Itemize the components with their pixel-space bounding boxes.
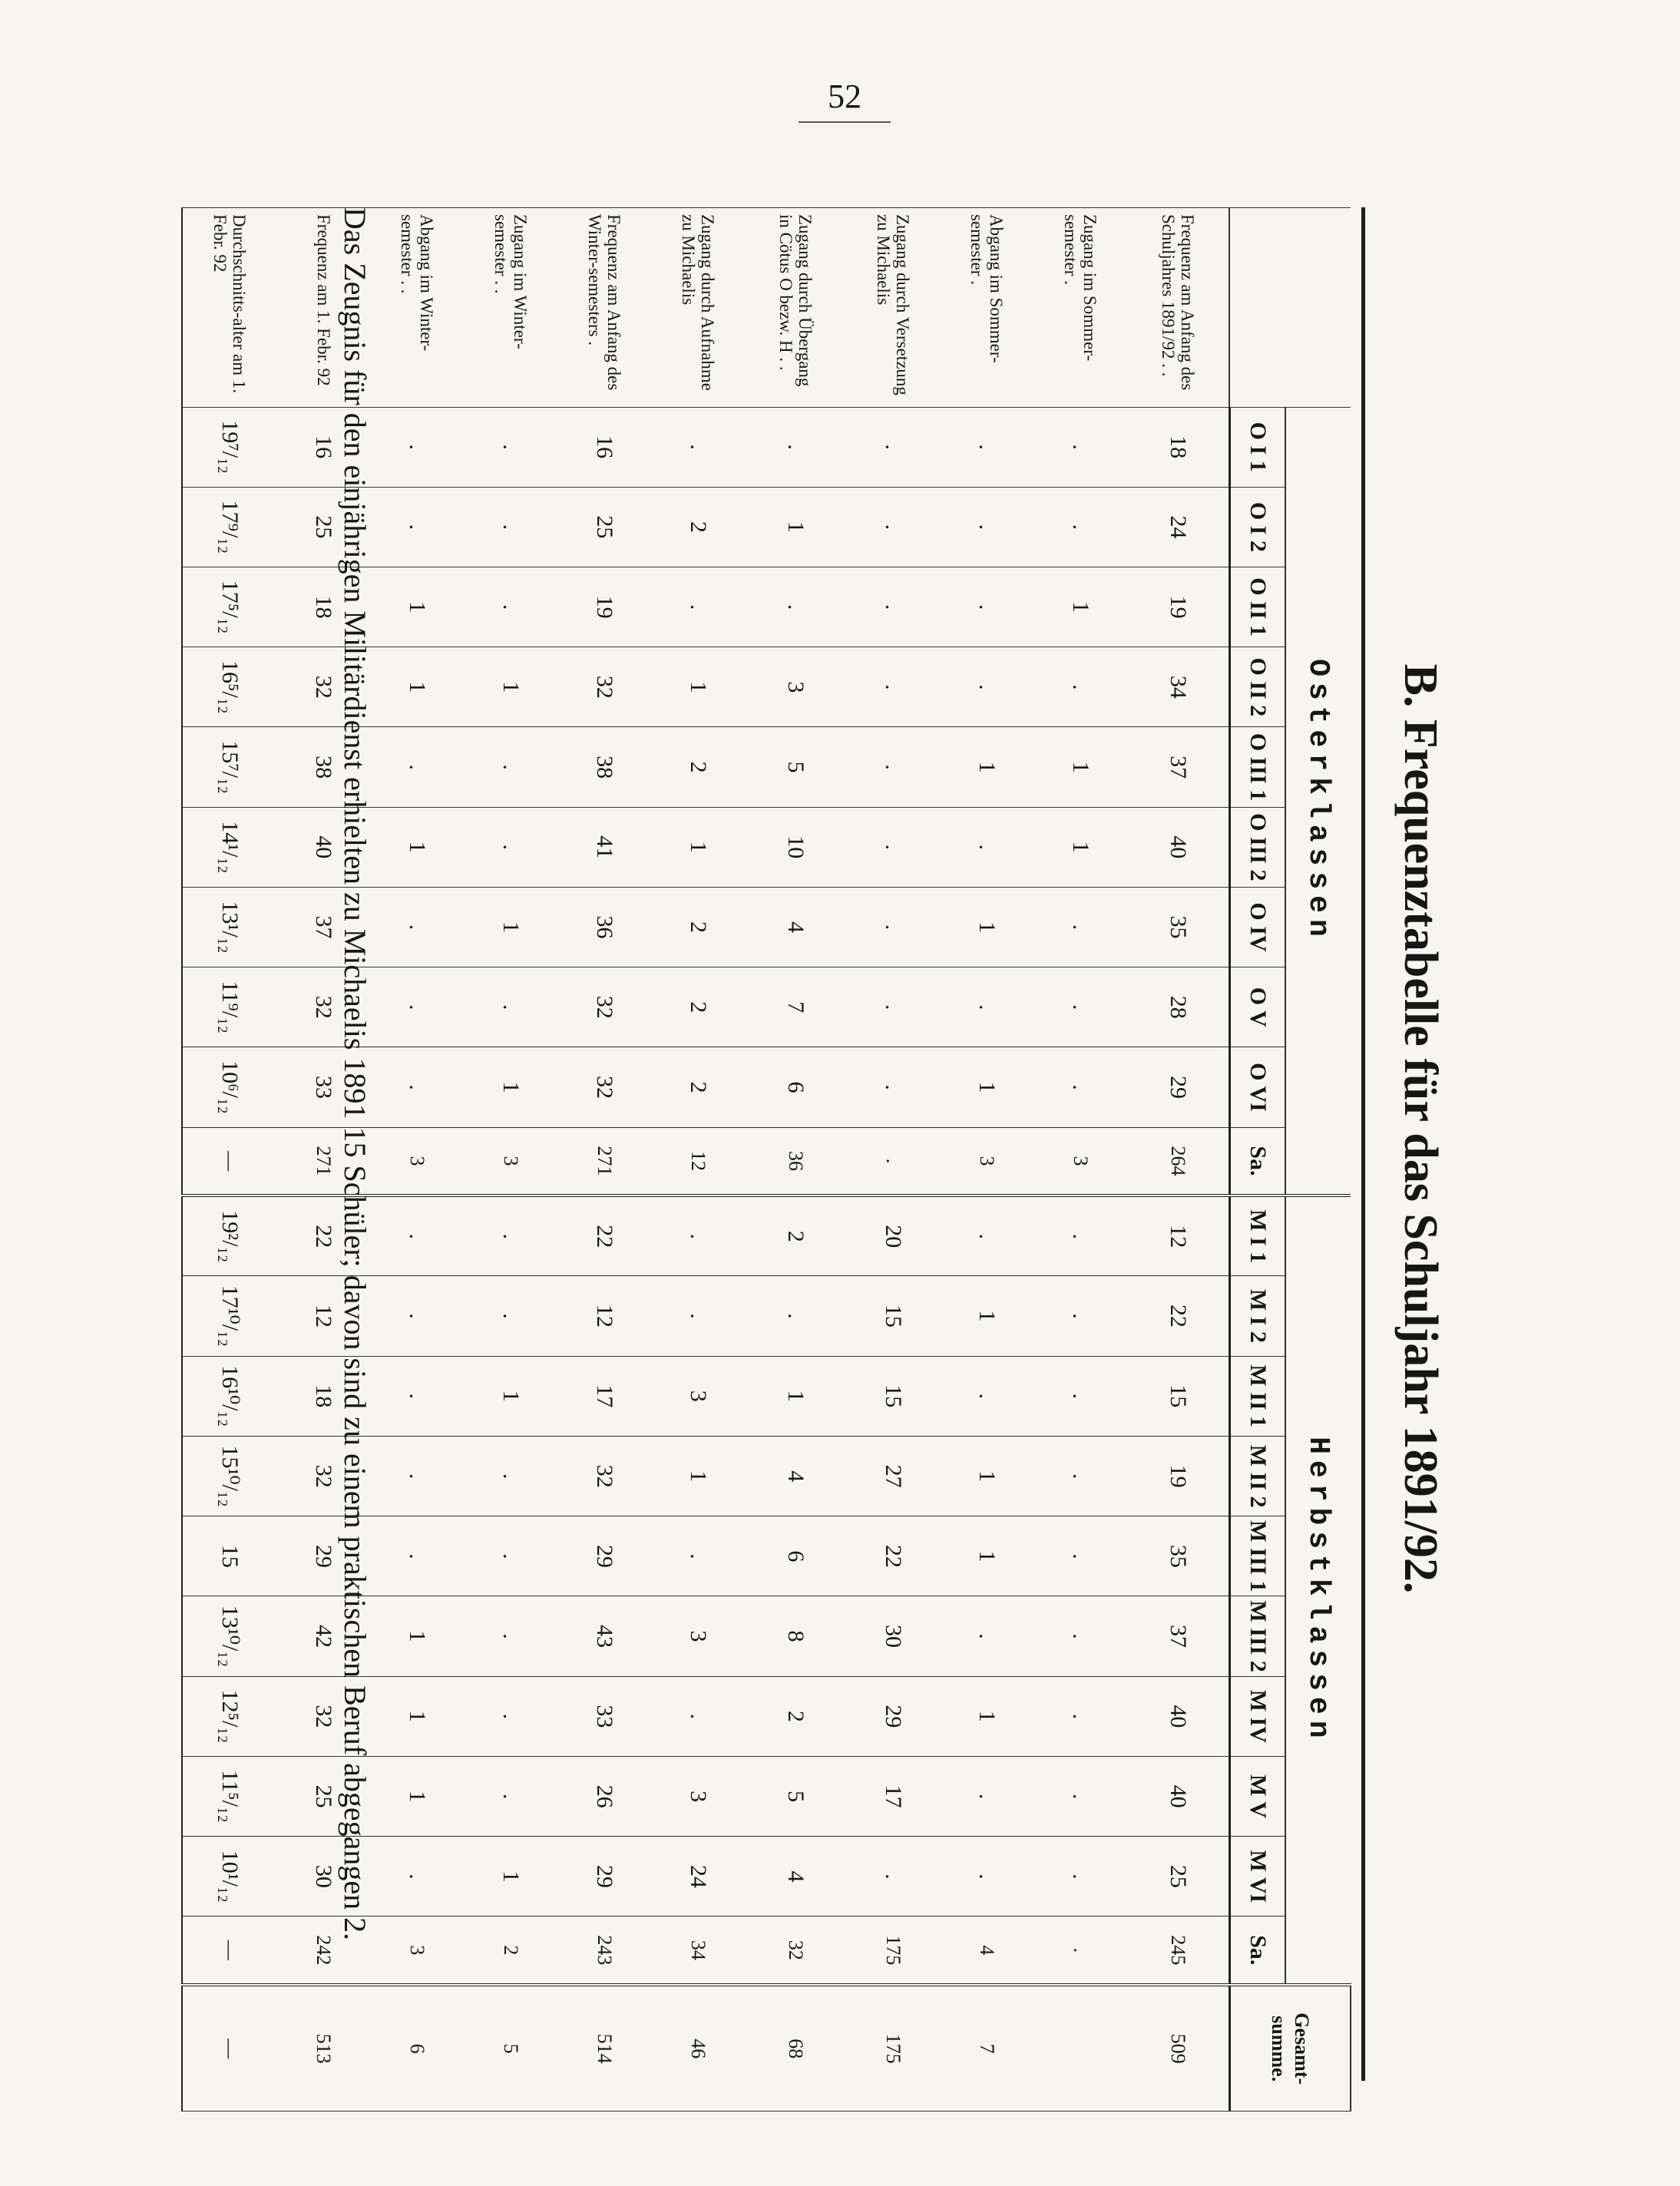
cell-oster-0: . [746, 407, 847, 487]
cell-oster-3: 32 [558, 647, 652, 727]
cell-oster-8: . [371, 1047, 465, 1127]
column-header-herbst-8: M VI [1230, 1837, 1286, 1916]
cell-herbst-6: 29 [847, 1676, 941, 1756]
cell-herbst-8: 4 [746, 1837, 847, 1916]
page-number: 52 [828, 78, 861, 115]
cell-oster-6: 13¹/₁₂ [183, 887, 277, 967]
cell-total [1034, 1985, 1128, 2111]
table-row [746, 208, 847, 2112]
cell-oster-2: 17⁵/₁₂ [183, 567, 277, 647]
cell-oster-6: 1 [465, 887, 558, 967]
cell-oster-2: 1 [371, 567, 465, 647]
cell-herbst-5: . [465, 1596, 558, 1676]
cell-oster-1: 2 [652, 487, 746, 567]
cell-herbst-6: 1 [371, 1676, 465, 1756]
cell-herbst-7: 40 [1128, 1756, 1230, 1836]
cell-herbst-7: 26 [558, 1756, 652, 1836]
table-row [371, 208, 465, 2112]
cell-oster-6: 36 [558, 887, 652, 967]
table-title: B. Frequenztabelle für das Schuljahr 1891/92. [1394, 663, 1447, 1594]
cell-oster-2: . [465, 567, 558, 647]
cell-herbst-4: 6 [746, 1516, 847, 1596]
column-header-oster-2: O II 1 [1230, 567, 1286, 647]
cell-total: 7 [941, 1985, 1034, 2111]
row-label: Durchschnitts-alter am 1. Febr. 92 [183, 208, 277, 408]
cell-oster-5: 10 [746, 807, 847, 887]
cell-oster-5: 40 [1128, 807, 1230, 887]
cell-herbst-5: 3 [652, 1596, 746, 1676]
cell-oster-7: 28 [1128, 967, 1230, 1047]
cell-oster-6: . [371, 887, 465, 967]
cell-oster-0: 19⁷/₁₂ [183, 407, 277, 487]
cell-herbst-1: . [746, 1276, 847, 1356]
cell-herbst-2: . [941, 1356, 1034, 1436]
table-row [558, 208, 652, 2112]
table-row [465, 208, 558, 2112]
cell-herbst-8: 24 [652, 1837, 746, 1916]
cell-oster-3: 16⁵/₁₂ [183, 647, 277, 727]
cell-total: 509 [1128, 1985, 1230, 2111]
cell-herbst-3: 27 [847, 1436, 941, 1516]
cell-oster-5: 14¹/₁₂ [183, 807, 277, 887]
cell-oster-9: 3 [371, 1127, 465, 1196]
cell-total: 513 [277, 1985, 371, 2111]
cell-oster-2: . [652, 567, 746, 647]
cell-herbst-7: . [465, 1756, 558, 1836]
cell-herbst-9: 32 [746, 1916, 847, 1985]
cell-herbst-7: 1 [371, 1756, 465, 1836]
row-label: Frequenz am Anfang des Schuljahres 1891/92 . . [1128, 208, 1230, 408]
column-header-oster-3: O II 2 [1230, 647, 1286, 727]
cell-oster-9: 36 [746, 1127, 847, 1196]
cell-total: 5 [465, 1985, 558, 2111]
cell-herbst-1: 17¹⁰/₁₂ [183, 1276, 277, 1356]
cell-herbst-9: 3 [371, 1916, 465, 1985]
cell-herbst-9: 242 [277, 1916, 371, 1985]
cell-oster-6: . [847, 887, 941, 967]
cell-herbst-9: 34 [652, 1916, 746, 1985]
cell-oster-0: . [941, 407, 1034, 487]
cell-herbst-2: 3 [652, 1356, 746, 1436]
column-header-oster-0: O I 1 [1230, 407, 1286, 487]
cell-herbst-9: 243 [558, 1916, 652, 1985]
column-header-oster-1: O I 2 [1230, 487, 1286, 567]
cell-oster-8: . [847, 1047, 941, 1127]
cell-oster-7: . [371, 967, 465, 1047]
row-label-header [1230, 208, 1351, 408]
cell-oster-3: 1 [465, 647, 558, 727]
cell-herbst-6: 32 [277, 1676, 371, 1756]
cell-herbst-0: 20 [847, 1196, 941, 1275]
cell-herbst-3: 15¹⁰/₁₂ [183, 1436, 277, 1516]
group-osterklassen: Osterklassen [1285, 407, 1351, 1196]
cell-oster-5: . [941, 807, 1034, 887]
cell-oster-3: 1 [371, 647, 465, 727]
cell-herbst-7: 17 [847, 1756, 941, 1836]
cell-oster-8: 2 [652, 1047, 746, 1127]
cell-oster-1: 1 [746, 487, 847, 567]
cell-total: 46 [652, 1985, 746, 2111]
cell-herbst-3: 19 [1128, 1436, 1230, 1516]
cell-herbst-6: . [465, 1676, 558, 1756]
cell-oster-7: . [465, 967, 558, 1047]
cell-herbst-2: 16¹⁰/₁₂ [183, 1356, 277, 1436]
cell-oster-9: — [183, 1127, 277, 1196]
cell-oster-0: 18 [1128, 407, 1230, 487]
cell-oster-1: . [465, 487, 558, 567]
cell-oster-6: 2 [652, 887, 746, 967]
column-header-herbst-0: M I 1 [1230, 1196, 1286, 1275]
cell-oster-1: 25 [277, 487, 371, 567]
cell-herbst-3: 32 [558, 1436, 652, 1516]
cell-oster-5: 40 [277, 807, 371, 887]
cell-total: 514 [558, 1985, 652, 2111]
cell-herbst-5: 30 [847, 1596, 941, 1676]
rotated-table-block [210, 146, 1467, 2112]
cell-oster-2: 18 [277, 567, 371, 647]
column-header-oster-7: O V [1230, 967, 1286, 1047]
cell-oster-3: 32 [277, 647, 371, 727]
cell-herbst-1: 12 [277, 1276, 371, 1356]
row-label: Frequenz am Anfang des Winter-semesters . [558, 208, 652, 408]
cell-oster-2: . [746, 567, 847, 647]
cell-oster-8: 1 [465, 1047, 558, 1127]
cell-herbst-8: 1 [465, 1837, 558, 1916]
cell-oster-1: 25 [558, 487, 652, 567]
cell-oster-4: 37 [1128, 727, 1230, 807]
cell-herbst-8: . [1034, 1837, 1128, 1916]
cell-oster-3: . [941, 647, 1034, 727]
cell-herbst-5: 8 [746, 1596, 847, 1676]
cell-herbst-8: 10¹/₁₂ [183, 1837, 277, 1916]
cell-herbst-0: . [1034, 1196, 1128, 1275]
cell-oster-0: . [652, 407, 746, 487]
cell-herbst-1: . [652, 1276, 746, 1356]
cell-herbst-6: . [652, 1676, 746, 1756]
column-header-herbst-3: M II 2 [1230, 1436, 1286, 1516]
cell-herbst-7: 25 [277, 1756, 371, 1836]
cell-oster-7: 11⁹/₁₂ [183, 967, 277, 1047]
cell-herbst-2: . [371, 1356, 465, 1436]
cell-oster-1: 24 [1128, 487, 1230, 567]
cell-oster-7: 7 [746, 967, 847, 1047]
cell-oster-1: . [371, 487, 465, 567]
cell-oster-8: 6 [746, 1047, 847, 1127]
cell-herbst-8: 29 [558, 1837, 652, 1916]
column-header-herbst-4: M III 1 [1230, 1516, 1286, 1596]
cell-oster-0: 16 [558, 407, 652, 487]
cell-oster-9: . [847, 1127, 941, 1196]
cell-herbst-4: 29 [558, 1516, 652, 1596]
cell-herbst-2: . [1034, 1356, 1128, 1436]
cell-herbst-6: 40 [1128, 1676, 1230, 1756]
cell-herbst-1: 1 [941, 1276, 1034, 1356]
cell-oster-7: 32 [277, 967, 371, 1047]
cell-herbst-1: 22 [1128, 1276, 1230, 1356]
cell-oster-5: . [465, 807, 558, 887]
cell-herbst-3: 1 [941, 1436, 1034, 1516]
cell-oster-3: 34 [1128, 647, 1230, 727]
cell-herbst-8: . [371, 1837, 465, 1916]
column-header-herbst-9: Sa. [1230, 1916, 1286, 1985]
cell-oster-4: . [465, 727, 558, 807]
cell-oster-4: 38 [277, 727, 371, 807]
table-row [1034, 208, 1128, 2112]
cell-herbst-2: 18 [277, 1356, 371, 1436]
cell-herbst-4: . [465, 1516, 558, 1596]
cell-oster-9: 271 [277, 1127, 371, 1196]
cell-oster-5: 1 [371, 807, 465, 887]
column-header-herbst-7: M V [1230, 1756, 1286, 1836]
row-label: Zugang im Winter-semester . . [465, 208, 558, 408]
cell-herbst-2: 15 [847, 1356, 941, 1436]
cell-herbst-0: 2 [746, 1196, 847, 1275]
cell-oster-7: . [1034, 967, 1128, 1047]
cell-herbst-6: 33 [558, 1676, 652, 1756]
cell-oster-4: 1 [1034, 727, 1128, 807]
cell-oster-7: 32 [558, 967, 652, 1047]
cell-oster-5: 1 [1034, 807, 1128, 887]
table-row [652, 208, 746, 2112]
cell-herbst-7: 5 [746, 1756, 847, 1836]
cell-herbst-0: 12 [1128, 1196, 1230, 1275]
cell-herbst-4: 22 [847, 1516, 941, 1596]
cell-herbst-0: . [371, 1196, 465, 1275]
cell-herbst-9: 4 [941, 1916, 1034, 1985]
cell-oster-3: 1 [652, 647, 746, 727]
row-label: Zugang durch Übergang in Cötus O bezw. H . . [746, 208, 847, 408]
cell-herbst-4: . [652, 1516, 746, 1596]
column-header-herbst-6: M IV [1230, 1676, 1286, 1756]
cell-herbst-1: . [371, 1276, 465, 1356]
cell-herbst-6: 12⁵/₁₂ [183, 1676, 277, 1756]
cell-oster-7: . [847, 967, 941, 1047]
cell-oster-6: 35 [1128, 887, 1230, 967]
column-header-herbst-5: M III 2 [1230, 1596, 1286, 1676]
cell-herbst-4: . [371, 1516, 465, 1596]
row-label: Abgang im Winter-semester . . [371, 208, 465, 408]
cell-oster-8: 33 [277, 1047, 371, 1127]
cell-oster-5: 1 [652, 807, 746, 887]
cell-herbst-5: 43 [558, 1596, 652, 1676]
cell-herbst-5: 37 [1128, 1596, 1230, 1676]
column-header-herbst-2: M II 1 [1230, 1356, 1286, 1436]
cell-herbst-1: 15 [847, 1276, 941, 1356]
cell-oster-8: 1 [941, 1047, 1034, 1127]
cell-oster-9: 264 [1128, 1127, 1230, 1196]
cell-herbst-5: 42 [277, 1596, 371, 1676]
row-label: Zugang im Sommer-semester . [1034, 208, 1128, 408]
cell-oster-0: 16 [277, 407, 371, 487]
cell-herbst-9: 245 [1128, 1916, 1230, 1985]
cell-herbst-2: 1 [465, 1356, 558, 1436]
cell-herbst-3: 1 [652, 1436, 746, 1516]
cell-oster-3: . [1034, 647, 1128, 727]
cell-herbst-5: 1 [371, 1596, 465, 1676]
cell-herbst-8: . [847, 1837, 941, 1916]
cell-oster-8: 29 [1128, 1047, 1230, 1127]
cell-oster-6: . [1034, 887, 1128, 967]
cell-oster-0: . [371, 407, 465, 487]
cell-oster-2: 19 [1128, 567, 1230, 647]
cell-herbst-0: 22 [558, 1196, 652, 1275]
cell-total: 6 [371, 1985, 465, 2111]
cell-oster-9: 3 [465, 1127, 558, 1196]
table-row [183, 208, 277, 2112]
cell-herbst-0: 19²/₁₂ [183, 1196, 277, 1275]
cell-oster-9: 271 [558, 1127, 652, 1196]
column-header-oster-4: O III 1 [1230, 727, 1286, 807]
cell-total: 68 [746, 1985, 847, 2111]
cell-herbst-9: 2 [465, 1916, 558, 1985]
cell-herbst-2: 1 [746, 1356, 847, 1436]
cell-herbst-9: 175 [847, 1916, 941, 1985]
cell-oster-4: 5 [746, 727, 847, 807]
cell-herbst-0: . [941, 1196, 1034, 1275]
cell-oster-7: 2 [652, 967, 746, 1047]
cell-oster-2: 19 [558, 567, 652, 647]
footnote: Das Zeugnis für den einjährigen Militärdienst erhielten zu Michaelis 1891 15 Schüler; davon sind zu einem praktischen Beruf abgegangen 2. [338, 207, 372, 1941]
cell-oster-6: 1 [941, 887, 1034, 967]
column-header-oster-8: O VI [1230, 1047, 1286, 1127]
cell-herbst-6: 1 [941, 1676, 1034, 1756]
cell-herbst-3: . [1034, 1436, 1128, 1516]
cell-oster-8: 32 [558, 1047, 652, 1127]
column-header-herbst-1: M I 2 [1230, 1276, 1286, 1356]
cell-herbst-3: 4 [746, 1436, 847, 1516]
cell-total: — [183, 1985, 277, 2111]
column-header-oster-5: O III 2 [1230, 807, 1286, 887]
cell-herbst-0: 22 [277, 1196, 371, 1275]
cell-herbst-8: 30 [277, 1837, 371, 1916]
table-row [1128, 208, 1230, 2112]
column-header-oster-6: O IV [1230, 887, 1286, 967]
cell-herbst-5: 13¹⁰/₁₂ [183, 1596, 277, 1676]
cell-oster-5: 41 [558, 807, 652, 887]
row-label: Zugang durch Versetzung zu Michaelis [847, 208, 941, 408]
cell-herbst-1: . [1034, 1276, 1128, 1356]
table-row [847, 208, 941, 2112]
cell-herbst-7: 11⁵/₁₂ [183, 1756, 277, 1836]
cell-oster-4: 38 [558, 727, 652, 807]
cell-oster-9: 3 [941, 1127, 1034, 1196]
cell-herbst-0: . [465, 1196, 558, 1275]
cell-oster-1: 17⁹/₁₂ [183, 487, 277, 567]
cell-oster-9: 12 [652, 1127, 746, 1196]
table-row [941, 208, 1034, 2112]
cell-oster-7: . [941, 967, 1034, 1047]
cell-herbst-6: 2 [746, 1676, 847, 1756]
cell-oster-3: 3 [746, 647, 847, 727]
cell-herbst-8: 25 [1128, 1837, 1230, 1916]
cell-herbst-3: 32 [277, 1436, 371, 1516]
cell-oster-4: 1 [941, 727, 1034, 807]
cell-oster-0: . [1034, 407, 1128, 487]
cell-herbst-2: 15 [1128, 1356, 1230, 1436]
cell-oster-4: . [847, 727, 941, 807]
cell-oster-1: . [1034, 487, 1128, 567]
cell-oster-1: . [941, 487, 1034, 567]
group-herbstklassen: Herbstklassen [1285, 1196, 1351, 1985]
cell-oster-2: 1 [1034, 567, 1128, 647]
cell-herbst-0: . [652, 1196, 746, 1275]
cell-oster-6: 37 [277, 887, 371, 967]
cell-oster-3: . [847, 647, 941, 727]
cell-herbst-3: . [465, 1436, 558, 1516]
cell-oster-5: . [847, 807, 941, 887]
cell-herbst-9: — [183, 1916, 277, 1985]
cell-total: 175 [847, 1985, 941, 2111]
cell-oster-8: . [1034, 1047, 1128, 1127]
cell-herbst-3: . [371, 1436, 465, 1516]
cell-herbst-4: 35 [1128, 1516, 1230, 1596]
row-label: Abgang im Sommer-semester . [941, 208, 1034, 408]
cell-oster-1: . [847, 487, 941, 567]
row-label: Frequenz am 1. Febr. 92 [277, 208, 371, 408]
cell-herbst-5: . [1034, 1596, 1128, 1676]
cell-oster-2: . [941, 567, 1034, 647]
cell-oster-6: 4 [746, 887, 847, 967]
row-label: Zugang durch Aufnahme zu Michaelis [652, 208, 746, 408]
cell-oster-0: . [847, 407, 941, 487]
cell-herbst-6: . [1034, 1676, 1128, 1756]
total-header: Gesamt-summe. [1230, 1985, 1351, 2111]
cell-oster-4: 2 [652, 727, 746, 807]
cell-oster-9: 3 [1034, 1127, 1128, 1196]
title-rule [1361, 207, 1365, 2081]
cell-herbst-9: . [1034, 1916, 1128, 1985]
cell-oster-8: 10⁶/₁₂ [183, 1047, 277, 1127]
cell-herbst-1: . [465, 1276, 558, 1356]
cell-herbst-8: . [941, 1837, 1034, 1916]
column-header-row [1230, 208, 1286, 2112]
cell-herbst-7: . [1034, 1756, 1128, 1836]
column-header-oster-9: Sa. [1230, 1127, 1286, 1196]
cell-herbst-7: 3 [652, 1756, 746, 1836]
cell-herbst-5: . [941, 1596, 1034, 1676]
cell-herbst-2: 17 [558, 1356, 652, 1436]
cell-herbst-4: 1 [941, 1516, 1034, 1596]
cell-oster-0: . [465, 407, 558, 487]
cell-oster-4: . [371, 727, 465, 807]
cell-herbst-7: . [941, 1756, 1034, 1836]
cell-herbst-4: 15 [183, 1516, 277, 1596]
cell-oster-4: 15⁷/₁₂ [183, 727, 277, 807]
cell-oster-2: . [847, 567, 941, 647]
cell-herbst-1: 12 [558, 1276, 652, 1356]
cell-herbst-4: . [1034, 1516, 1128, 1596]
cell-herbst-4: 29 [277, 1516, 371, 1596]
